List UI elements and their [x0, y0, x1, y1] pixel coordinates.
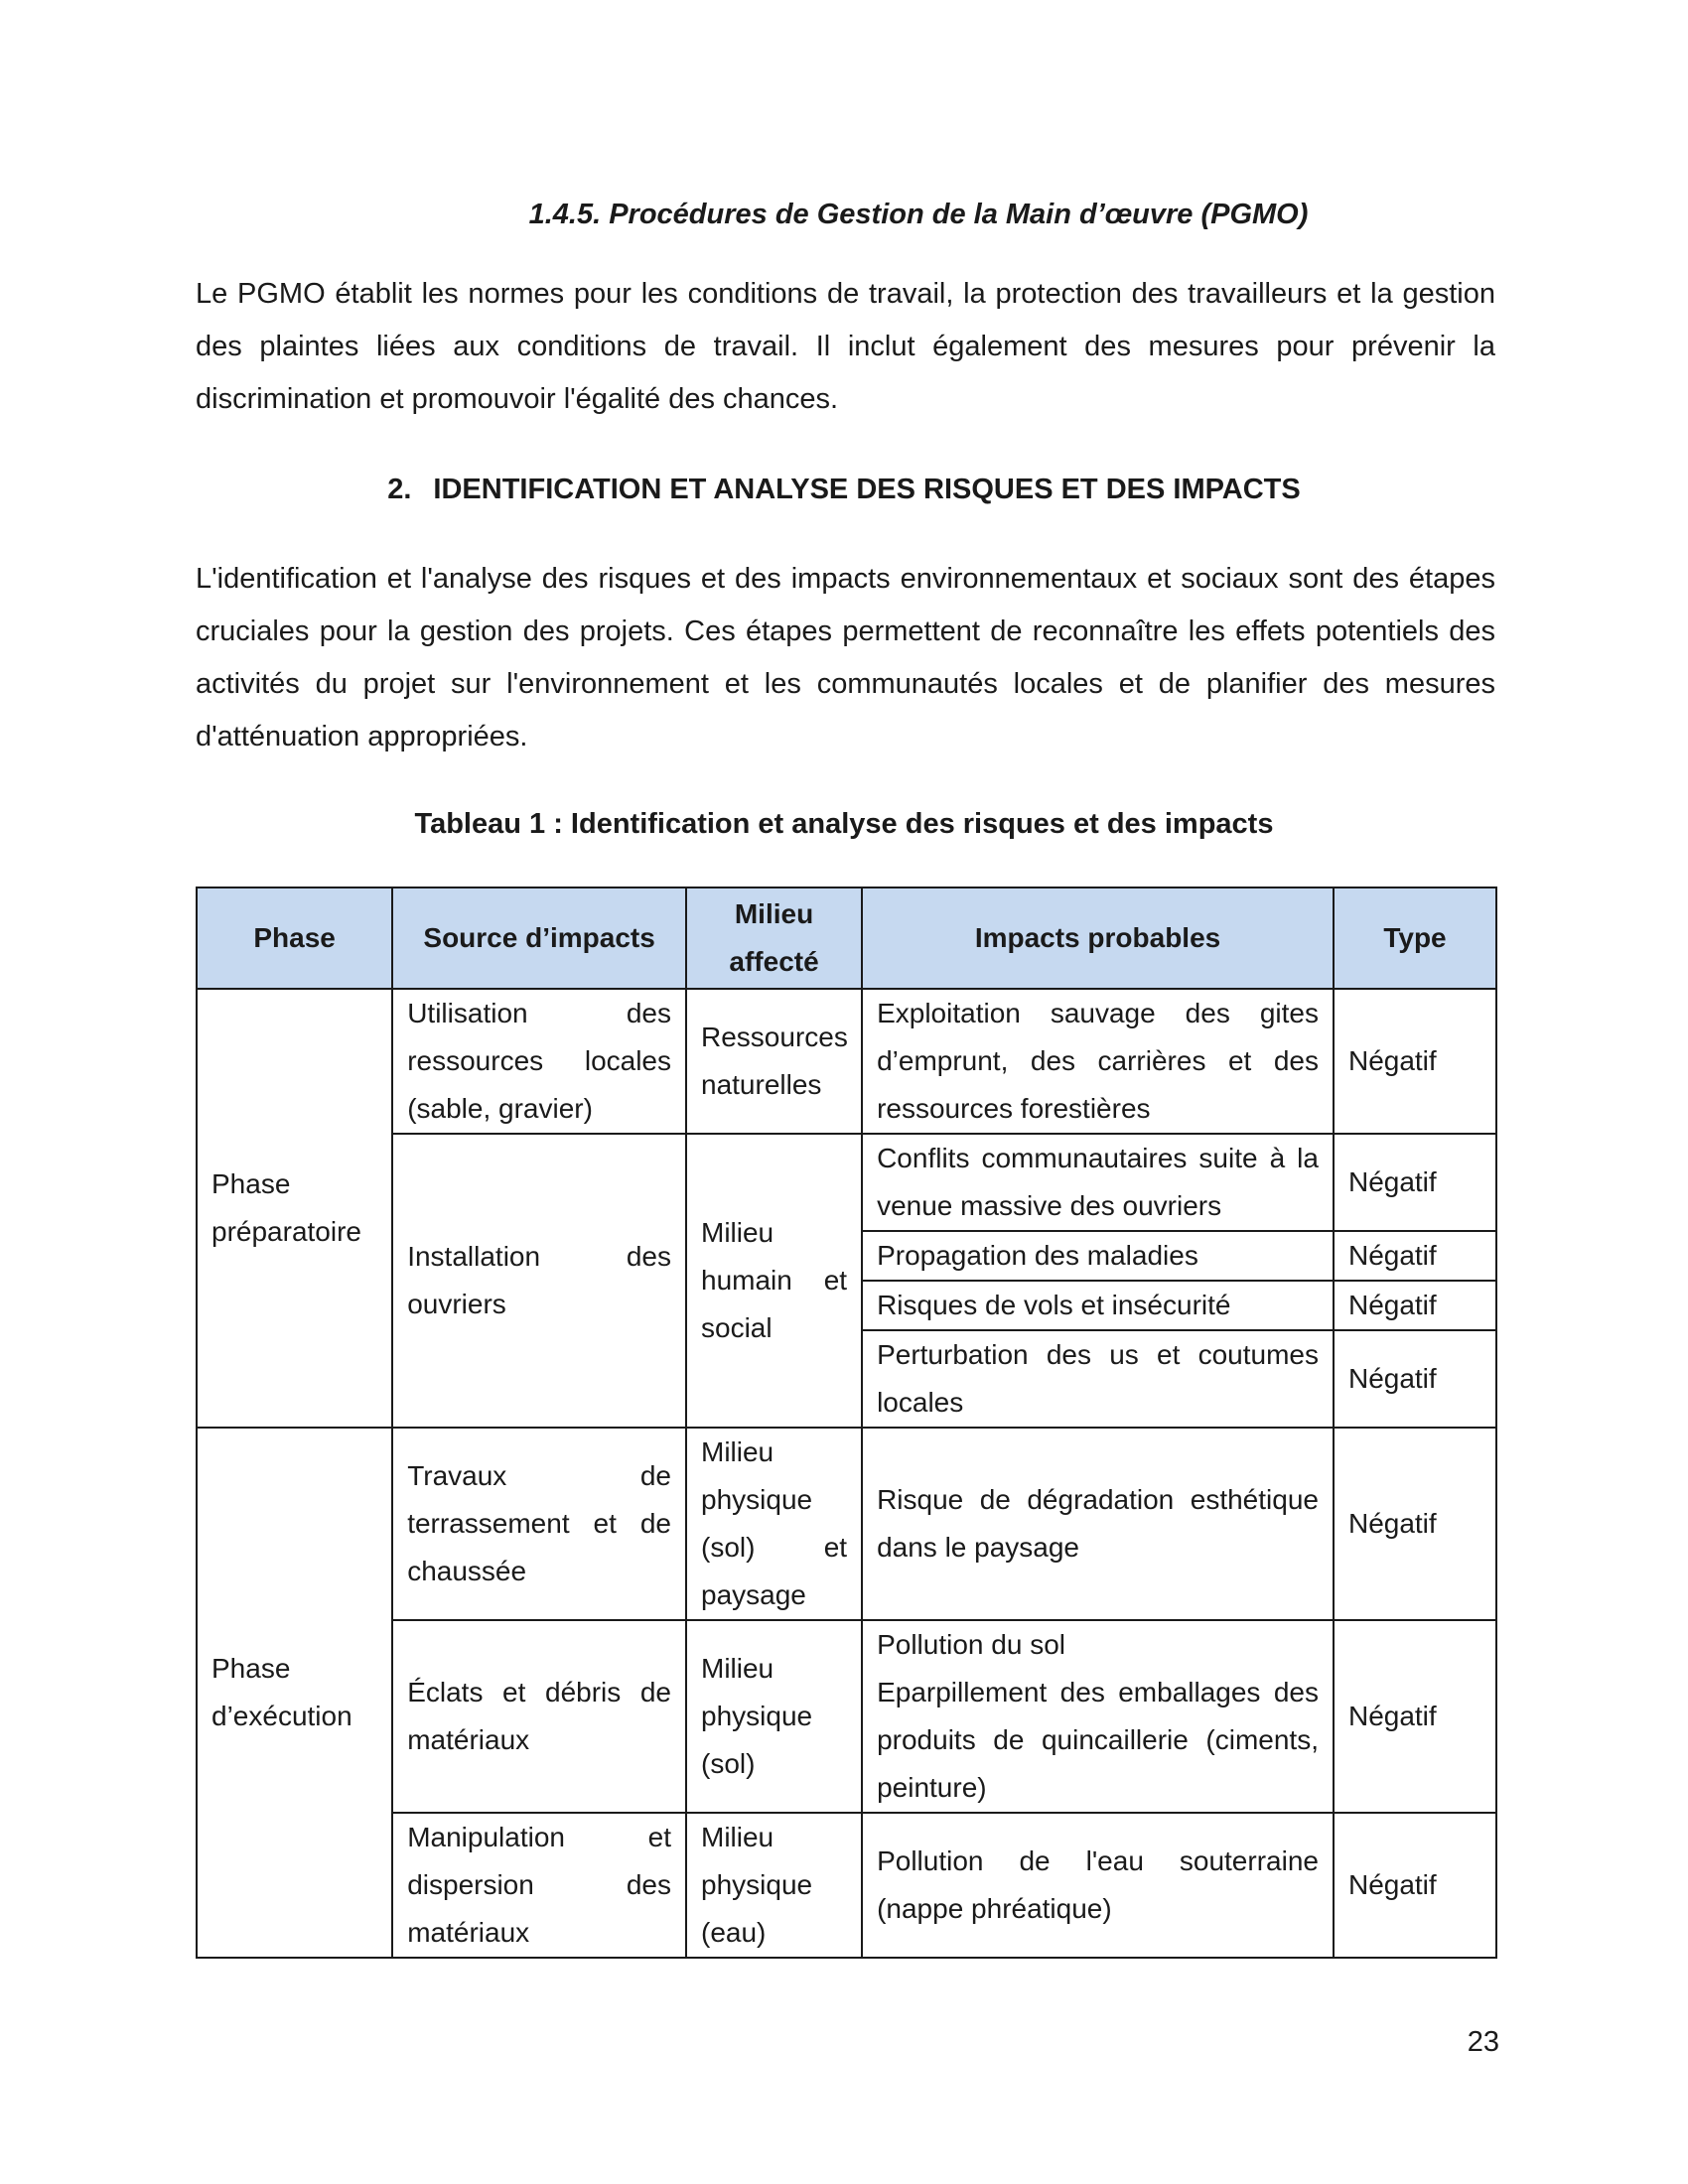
source-cell: Éclats et débris de matériaux: [392, 1620, 686, 1813]
paragraph-pgmo: Le PGMO établit les normes pour les conditions de travail, la protection des travailleurs et la gestion des plaintes liées aux conditions de travail. Il inclut également des mesures pour prévenir la discrimination et promouvoir l'égalité des chances.: [196, 278, 1495, 415]
milieu-cell: Milieu physique (eau): [686, 1813, 862, 1958]
section-title: [0, 470, 1688, 509]
paragraph-identification: L'identification et l'analyse des risques et des impacts environnementaux et sociaux sont des étapes cruciales pour la gestion des projets. Ces étapes permettent de reconnaître les effets potentiels des activités du projet sur l'environnement et les communautés locales et de planifier des mesures d'atténuation appropriées.: [196, 563, 1495, 752]
risks-impacts-table: [196, 887, 1497, 1959]
section-number: 2.: [387, 474, 412, 505]
table-row: [197, 1428, 1496, 1620]
header-milieu: Milieu affecté: [686, 887, 862, 989]
table-header-row: [197, 887, 1496, 989]
subsection-title: 1.4.5. Procédures de Gestion de la Main d’œuvre (PGMO): [528, 199, 1309, 230]
table-row: [197, 1134, 1496, 1231]
header-type: Type: [1334, 887, 1496, 989]
impact-cell: Risque de dégradation esthétique dans le paysage: [862, 1428, 1334, 1620]
milieu-cell: Milieu physique (sol): [686, 1620, 862, 1813]
page-number: 23: [1467, 2026, 1499, 2058]
impact-line: Eparpillement des emballages des produits de quincaillerie (ciments, peinture): [877, 1677, 1319, 1803]
milieu-cell: Milieu humain et social: [686, 1134, 862, 1428]
source-cell: Utilisation des ressources locales (sable, gravier): [392, 989, 686, 1134]
header-source: Source d’impacts: [392, 887, 686, 989]
impact-cell: Risques de vols et insécurité: [862, 1281, 1334, 1330]
table-caption: Tableau 1 : Identification et analyse des risques et des impacts: [414, 808, 1274, 840]
impact-line: Pollution du sol: [877, 1629, 1065, 1660]
impact-cell: Exploitation sauvage des gites d’emprunt, des carrières et des ressources forestières: [862, 989, 1334, 1134]
type-cell: Négatif: [1334, 989, 1496, 1134]
milieu-cell: Milieu physique (sol) et paysage: [686, 1428, 862, 1620]
type-cell: Négatif: [1334, 1428, 1496, 1620]
table-row: [197, 1620, 1496, 1813]
table-row: [197, 989, 1496, 1134]
source-cell: Manipulation et dispersion des matériaux: [392, 1813, 686, 1958]
type-cell: Négatif: [1334, 1330, 1496, 1428]
impact-cell: Pollution de l'eau souterraine (nappe phréatique): [862, 1813, 1334, 1958]
type-cell: Négatif: [1334, 1231, 1496, 1281]
type-cell: Négatif: [1334, 1134, 1496, 1231]
header-impacts: Impacts probables: [862, 887, 1334, 989]
milieu-cell: Ressources naturelles: [686, 989, 862, 1134]
type-cell: Négatif: [1334, 1281, 1496, 1330]
type-cell: Négatif: [1334, 1813, 1496, 1958]
source-cell: Installation des ouvriers: [392, 1134, 686, 1428]
type-cell: Négatif: [1334, 1620, 1496, 1813]
phase-cell: Phase d’exécution: [197, 1428, 392, 1958]
phase-cell: Phase préparatoire: [197, 989, 392, 1428]
impact-cell: Propagation des maladies: [862, 1231, 1334, 1281]
impact-cell: Perturbation des us et coutumes locales: [862, 1330, 1334, 1428]
section-heading: IDENTIFICATION ET ANALYSE DES RISQUES ET DES IMPACTS: [433, 474, 1301, 505]
impact-cell: [862, 1620, 1334, 1813]
table-row: [197, 1813, 1496, 1958]
header-phase: Phase: [197, 887, 392, 989]
source-cell: Travaux de terrassement et de chaussée: [392, 1428, 686, 1620]
impact-cell: Conflits communautaires suite à la venue massive des ouvriers: [862, 1134, 1334, 1231]
